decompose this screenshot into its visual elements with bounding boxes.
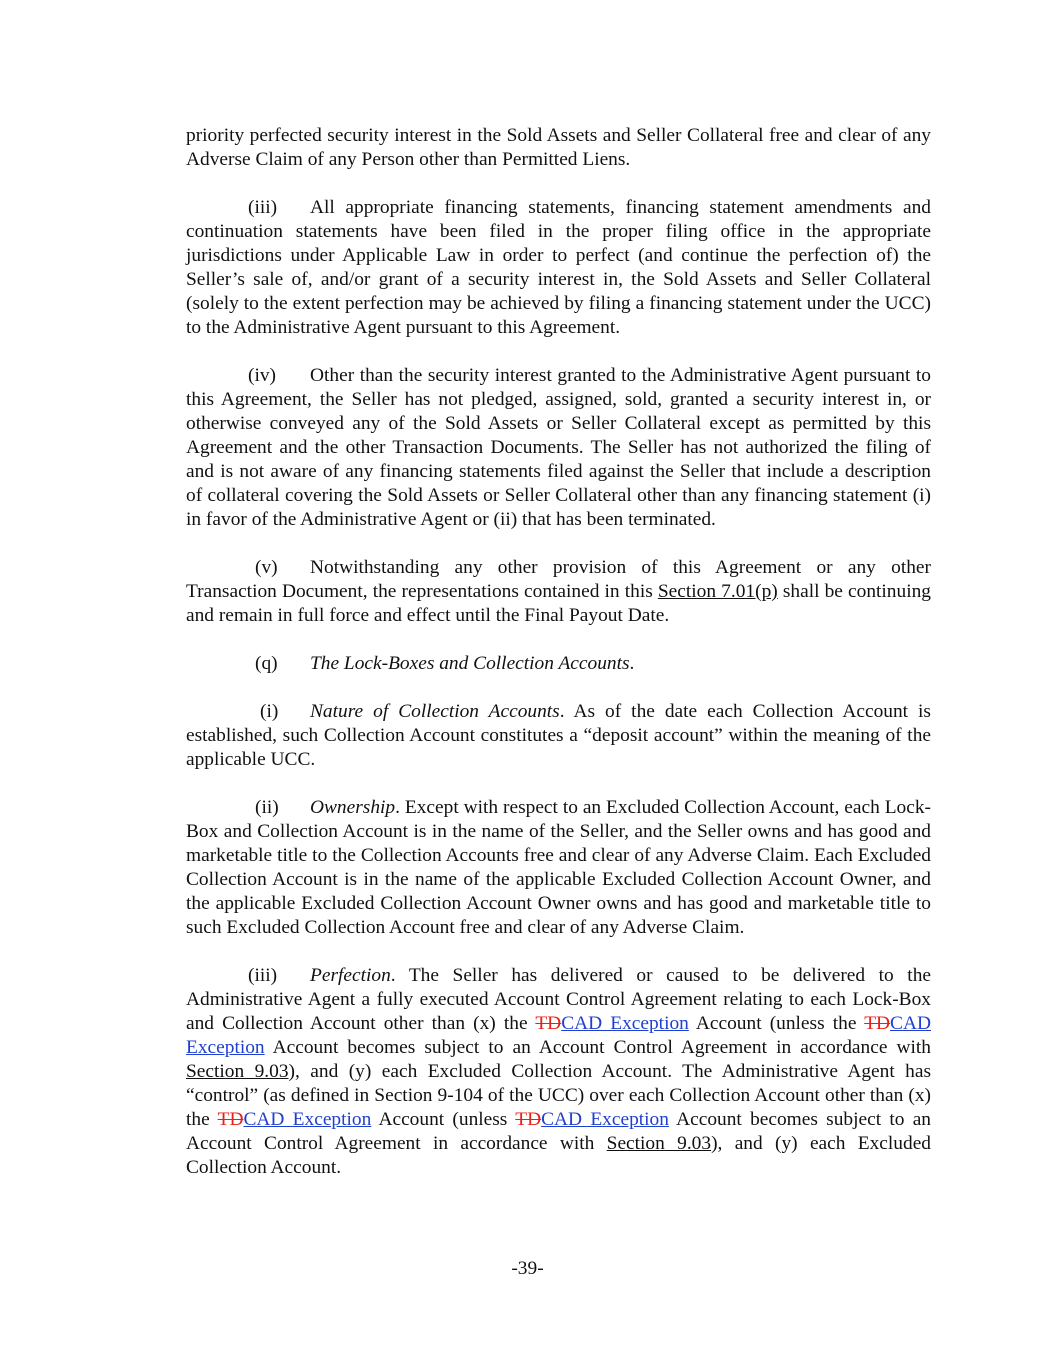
clause-title: Ownership [310,797,396,818]
paragraph-v-continuing: (v) Notwithstanding any other provision of this Agreement or any other Transaction Document, the representations contained in this Section 7.01(p) shall be continuing and remain in full force and effect until the Final Payout Date. [186,557,931,626]
deleted-text: TD [515,1109,542,1130]
deleted-text: TD [535,1013,562,1034]
deleted-text: TD [217,1109,244,1130]
clause-number: (i) [260,701,279,722]
paragraph-continued: priority perfected security interest in the Sold Assets and Seller Collateral free and clear of any Adverse Claim of any Person other than Permitted Liens. [186,125,931,170]
clause-title: Nature of Collection Accounts [310,701,560,722]
document-page [186,124,931,1204]
clause-number: (iii) [248,197,278,218]
clause-number: (iii) [248,965,278,986]
section-reference[interactable]: Section 9.03 [186,1061,289,1082]
clause-title: Perfection [310,965,391,986]
deleted-text: TD [864,1013,891,1034]
clause-number: (ii) [255,797,279,818]
inserted-text: CAD Exception [541,1109,669,1130]
clause-number: (q) [255,653,278,674]
paragraph-iii-perfection: (iii) Perfection. The Seller has delivered or caused to be delivered to the Administrative Agent a fully executed Account Control Agreement relating to each Lock-Box and Collection Account other than (x) the TDCAD Exception Account (unless the TDCAD Exception Account becomes subject to an Account Control Agreement in accordance with Section 9.03), and (y) each Excluded Collection Account. The Administrative Agent has “control” (as defined in Section 9-104 of the UCC) over each Collection Account other than (x) the TDCAD Exception Account (unless TDCAD Exception Account becomes subject to an Account Control Agreement in accordance with Section 9.03), and (y) each Excluded Collection Account. [186,965,931,1178]
clause-number: (iv) [248,365,276,386]
paragraph-i-nature: (i) Nature of Collection Accounts. As of the date each Collection Account is established, such Collection Account constitutes a “deposit account” within the meaning of the applicable UCC. [186,701,931,770]
inserted-text: CAD Exception [186,1013,931,1058]
clause-number: (v) [255,557,278,578]
section-title: The Lock-Boxes and Collection Accounts [310,653,630,674]
inserted-text: CAD Exception [561,1013,689,1034]
section-reference[interactable]: Section 9.03 [606,1133,712,1154]
paragraph-q-heading: (q) The Lock-Boxes and Collection Accounts. [186,652,931,676]
page-number: -39- [511,1258,544,1279]
inserted-text: CAD Exception [243,1109,372,1130]
paragraph-ii-ownership: (ii) Ownership. Except with respect to an Excluded Collection Account, each Lock-Box and Collection Account is in the name of the Seller, and the Seller owns and has good and marketable title to the Collection Accounts free and clear of any Adverse Claim. Each Excluded Collection Account is in the name of the applicable Excluded Collection Account Owner, and the applicable Excluded Collection Account Owner owns and has good and marketable title to such Excluded Collection Account free and clear of any Adverse Claim. [186,797,931,938]
paragraph-iv-security: (iv) Other than the security interest granted to the Administrative Agent pursuant to this Agreement, the Seller has not pledged, assigned, sold, granted a security interest in, or otherwise conveyed any of the Sold Assets or Seller Collateral except as permitted by this Agreement and the other Transaction Documents. The Seller has not authorized the filing of and is not aware of any financing statements filed against the Seller that include a description of collateral covering the Sold Assets or Seller Collateral other than any financing statement (i) in favor of the Administrative Agent or (ii) that has been terminated. [186,365,931,530]
section-reference[interactable]: Section 7.01(p) [657,581,778,602]
paragraph-iii-financing: (iii) All appropriate financing statements, financing statement amendments and continuation statements have been filed in the proper filing office in the appropriate jurisdictions under Applicable Law in order to perfect (and continue the perfection of) the Seller’s sale of, and/or grant of a security interest in, the Sold Assets and Seller Collateral (solely to the extent perfection may be achieved by filing a financing statement under the UCC) to the Administrative Agent pursuant to this Agreement. [186,197,931,338]
